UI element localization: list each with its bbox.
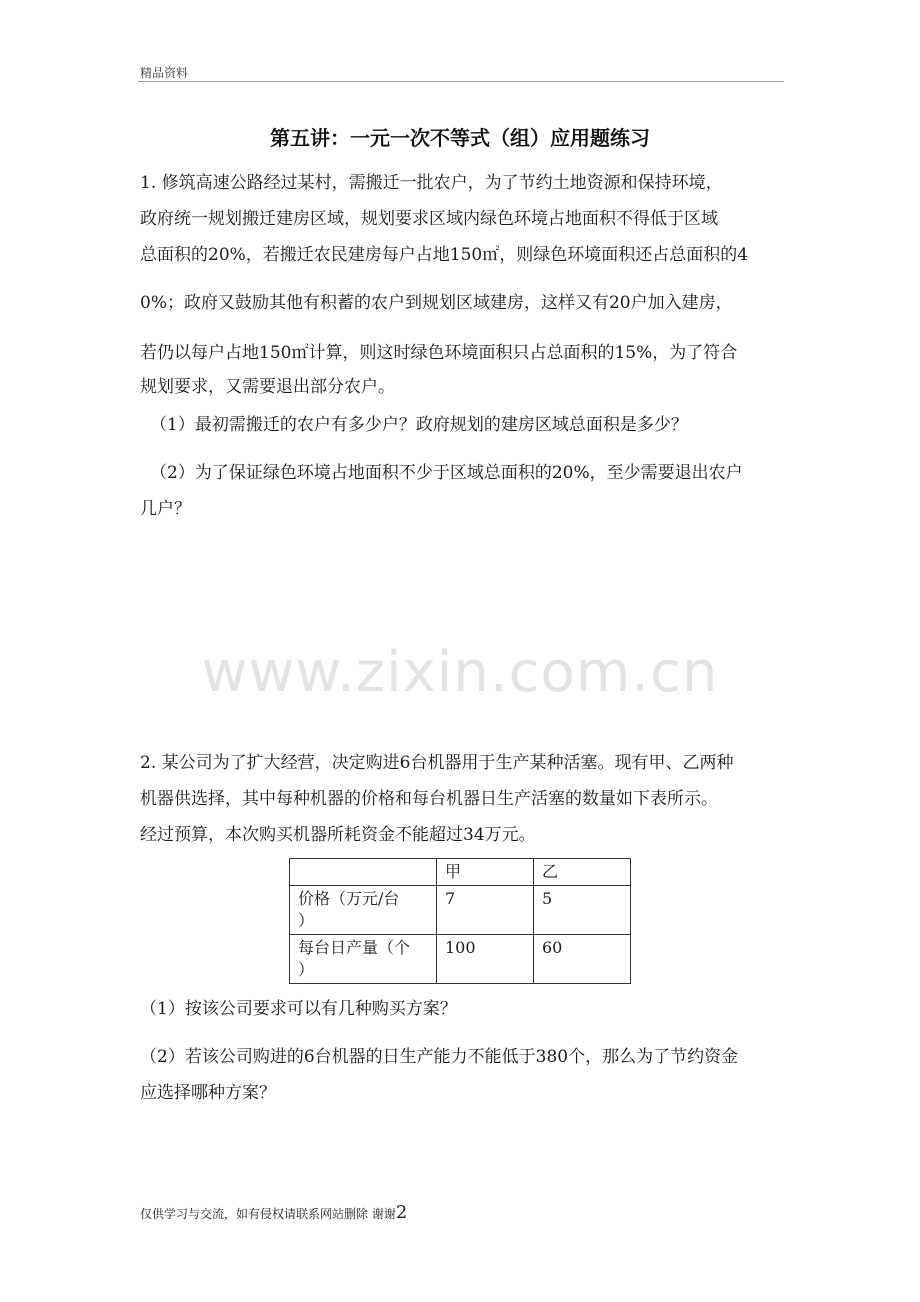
table-row [290, 935, 631, 984]
problem2-line: 2. 某公司为了扩大经营，决定购进6台机器用于生产某种活塞。现有甲、乙两种 [140, 753, 734, 773]
footer [140, 1202, 407, 1223]
row-label-line: 价格（万元/台 [298, 889, 400, 908]
problem1-line: 规划要求，又需要退出部分农户。 [140, 377, 395, 397]
page-number: 2 [395, 1202, 408, 1223]
table-row-label [290, 886, 437, 935]
problem2-question-1: （1）按该公司要求可以有几种购买方案？ [140, 999, 457, 1019]
table-cell: 5 [534, 886, 631, 935]
problem1-question-2: （2）为了保证绿色环境占地面积不少于区域总面积的20%，至少需要退出农户 [150, 463, 743, 483]
table-row-label [290, 935, 437, 984]
footer-text: 仅供学习与交流，如有侵权请联系网站删除 谢谢 [140, 1207, 396, 1221]
table-header-row [290, 859, 631, 886]
table-header-cell [290, 859, 437, 886]
table-row [290, 886, 631, 935]
problem2-question-2-cont: 应选择哪种方案？ [140, 1083, 276, 1103]
watermark: www.zixin.com.cn [201, 640, 719, 705]
machine-spec-table [289, 858, 631, 984]
table-cell: 100 [437, 935, 534, 984]
problem2-question-2: （2）若该公司购进的6台机器的日生产能力不能低于380个，那么为了节约资金 [140, 1047, 739, 1067]
problem1-line: 若仍以每户占地150㎡计算，则这时绿色环境面积只占总面积的15%，为了符合 [140, 343, 738, 363]
problem2-line: 机器供选择，其中每种机器的价格和每台机器日生产活塞的数量如下表所示。 [140, 789, 718, 809]
problem1-line: 总面积的20%，若搬迁农民建房每户占地150㎡，则绿色环境面积还占总面积的4 [140, 245, 749, 265]
page-title: 第五讲：一元一次不等式（组）应用题练习 [270, 126, 650, 150]
table-header-cell: 乙 [534, 859, 631, 886]
table-cell: 7 [437, 886, 534, 935]
problem1-line: 政府统一规划搬迁建房区域，规划要求区域内绿色环境占地面积不得低于区域 [140, 209, 718, 229]
problem1-question-1: （1）最初需搬迁的农户有多少户？政府规划的建房区域总面积是多少？ [150, 415, 688, 435]
row-label-line: ） [298, 960, 315, 979]
header-rule [138, 81, 784, 82]
problem1-line: 1. 修筑高速公路经过某村，需搬迁一批农户，为了节约土地资源和保持环境， [140, 173, 723, 193]
row-label-line: 每台日产量（个 [298, 938, 411, 957]
header-label: 精品资料 [140, 66, 189, 80]
problem2-line: 经过预算，本次购买机器所耗资金不能超过34万元。 [140, 825, 536, 845]
table-cell: 60 [534, 935, 631, 984]
row-label-line: ） [298, 911, 315, 930]
problem1-line: 0%；政府又鼓励其他有积蓄的农户到规划区域建房，这样又有20户加入建房， [140, 293, 733, 313]
table-header-cell: 甲 [437, 859, 534, 886]
problem1-question-2-cont: 几户？ [140, 499, 191, 519]
